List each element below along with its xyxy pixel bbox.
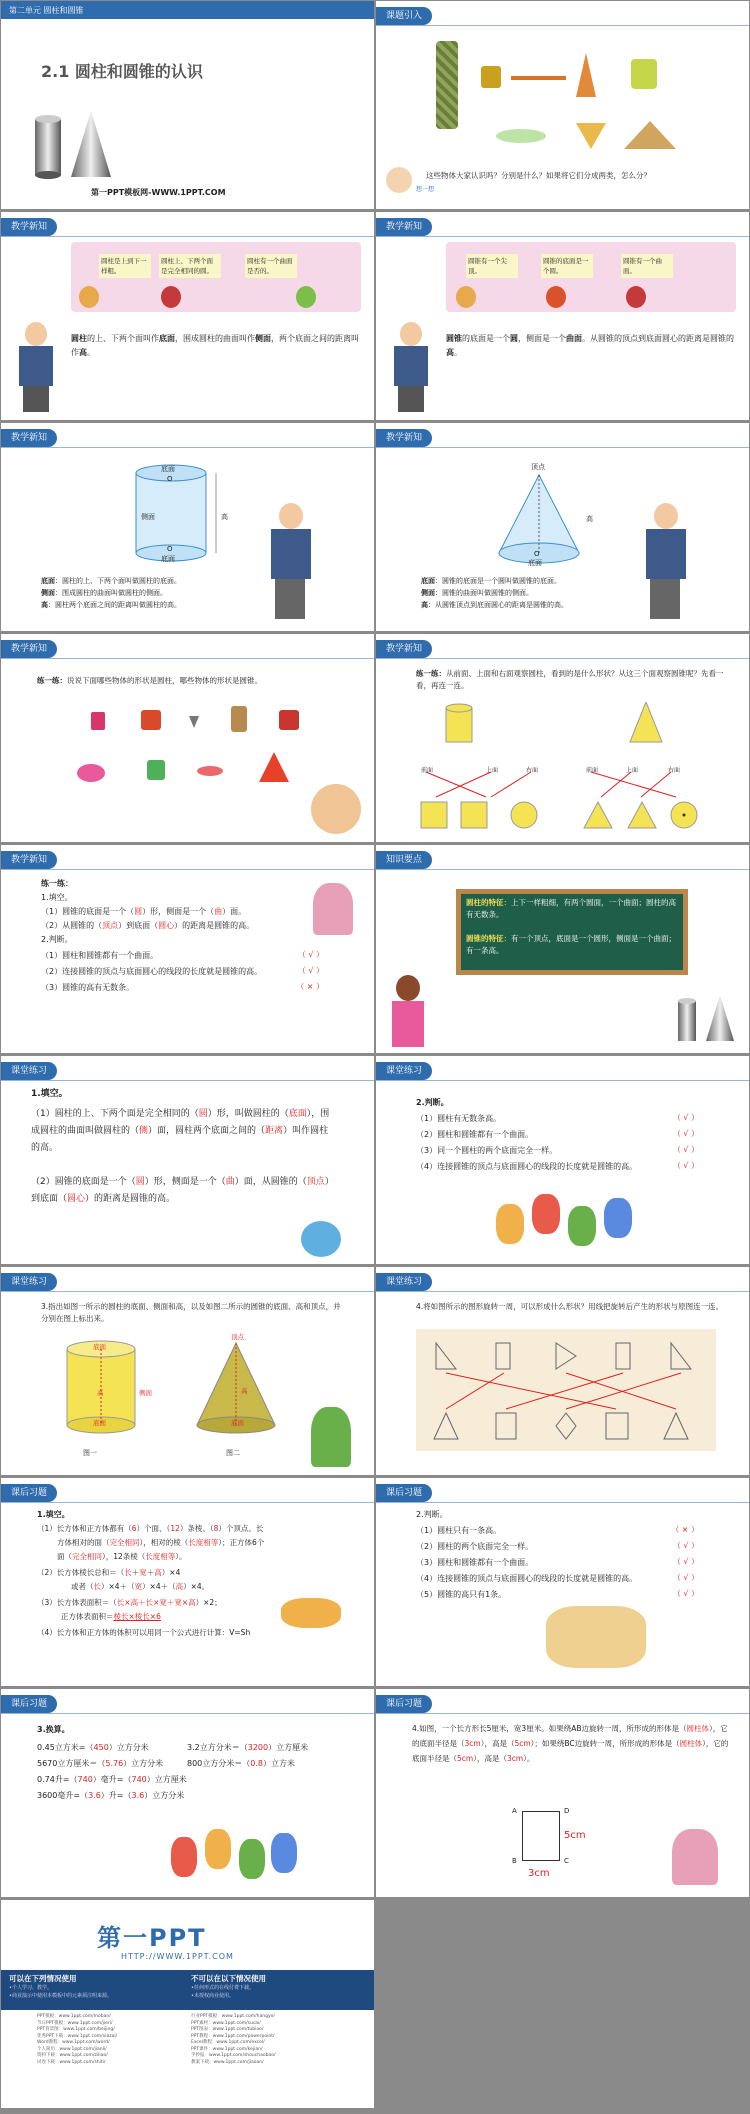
link-item[interactable]: 个人简历：www.1ppt.com/jianli/ [37, 2046, 107, 2052]
slide-10-key-points[interactable] [376, 845, 749, 1053]
usage-forbidden-2: •未授权商业使用。 [191, 1993, 234, 1999]
teacher-icon [388, 322, 436, 412]
fill-line: 正方体表面积＝棱长×棱长×6 [61, 1612, 161, 1621]
judge-answer: （ × ） [296, 982, 324, 991]
cylinder-cone-icon [31, 111, 121, 181]
slide-header: 课堂练习 [1, 1062, 57, 1080]
link-item[interactable]: PPT图表：www.1ppt.com/tubiao/ [191, 2027, 264, 2032]
convert-5: 0.74升=（740）毫升=（740）立方厘米 [37, 1775, 187, 1784]
slide-header: 课后习题 [1, 1484, 57, 1502]
cylinder-cone-icon [676, 995, 736, 1045]
diag-top-label: 底面 [161, 465, 175, 473]
cone-diagram [494, 463, 594, 573]
teacher-woman-icon [388, 975, 428, 1047]
section-label: 1.填空。 [31, 1089, 68, 1099]
barrel-icon [231, 706, 247, 732]
vertex-a: A [512, 1807, 517, 1815]
cyl-bot-label: 底面 [93, 1419, 106, 1427]
slide-15-homework-fill[interactable] [1, 1478, 374, 1686]
convert-3: 5670立方厘米＝（5.76）立方分米 [37, 1759, 164, 1768]
slide-header: 教学新知 [1, 218, 57, 236]
cone-feature: 圆锥的特征：有一个顶点，底面是一个圆形，侧面是一个曲面；有一条高。 [466, 934, 676, 955]
usage-allowed-title: 可以在下列情况使用 [9, 1974, 77, 1983]
child-reading-icon [311, 784, 361, 834]
slide-header: 课后习题 [376, 1695, 432, 1713]
view-front-label: 前面 [586, 767, 599, 774]
fill-line: （4）长方体和正方体的体积可以用同一个公式进行计算：V=Sh [37, 1628, 251, 1637]
slide-title: 2.1 圆柱和圆锥的认识 [41, 62, 203, 81]
slide-16-homework-judge[interactable] [376, 1478, 749, 1686]
judge-3: （3）圆锥的高有无数条。 [41, 983, 135, 992]
drum-icon [141, 710, 161, 730]
vertex-c: C [564, 1857, 569, 1865]
teacher-icon [13, 322, 61, 412]
child-icon [546, 286, 566, 308]
exercise-text: 练一练：说说下面哪些物体的形状是圆柱，哪些物体的形状是圆锥。 [37, 676, 262, 685]
link-item[interactable]: 行业PPT模板：www.1ppt.com/hangye/ [191, 2014, 275, 2019]
teacher-icon [636, 503, 696, 623]
slide-header: 课堂练习 [1, 1273, 57, 1291]
children-jumping-icon [171, 1829, 301, 1887]
diag-h-label: 高 [586, 515, 593, 523]
view-top-label: 上面 [486, 767, 499, 774]
slide-header: 课堂练习 [376, 1062, 432, 1080]
cone-base-label: 底面 [231, 1419, 244, 1427]
link-item[interactable]: PPT背景图：www.1ppt.com/beijing/ [37, 2027, 115, 2032]
diag-apex-label: 顶点 [531, 463, 545, 471]
child-icon [626, 286, 646, 308]
slide-18-rectangle-rotation[interactable] [376, 1689, 749, 1897]
fill-2: （2）圆锥的底面是一个（圆）形，侧面是一个（曲）面，从圆锥的（顶点）到底面（圆心）的距离是圆锥的高。 [31, 1177, 330, 1204]
judge-3: （3）同一个圆柱的两个底面完全一样。 [416, 1146, 558, 1155]
link-item[interactable]: 手抄报：www.1ppt.com/shouchaobao/ [191, 2053, 276, 2058]
children-reading-icon [546, 1606, 646, 1668]
link-item[interactable]: Excel教程：www.1ppt.com/excel/ [191, 2040, 265, 2045]
judge-1: （1）圆柱和圆锥都有一个曲面。 [41, 951, 159, 960]
usage-forbidden-title: 不可以在以下情况使用 [191, 1974, 266, 1983]
side-length-5: 5cm [564, 1830, 586, 1841]
judge-answer: （ √ ） [672, 1557, 699, 1566]
jar-icon [147, 760, 165, 780]
view-right-label: 右面 [668, 767, 681, 774]
link-item[interactable]: PPT模板：www.1ppt.com/moban/ [37, 2014, 111, 2019]
slide-7-exercise[interactable] [1, 634, 374, 842]
judge-1: （1）圆柱有无数条高。 [416, 1114, 502, 1123]
view-front-label: 前面 [421, 767, 434, 774]
convert-4: 800立方分米＝（0.8）立方米 [187, 1759, 296, 1768]
judge-2: （2）连接圆锥的顶点与底面圆心的线段的长度就是圆锥的高。 [41, 967, 263, 976]
slide-11-class-practice[interactable] [1, 1056, 374, 1264]
slide-header: 课后习题 [1, 1695, 57, 1713]
cyl-side-label: 侧面 [139, 1389, 152, 1397]
boy-globe-icon [311, 1407, 351, 1467]
bubble-3: 圆锥有一个曲面。 [621, 254, 673, 278]
slide-header: 教学新知 [376, 640, 432, 658]
fill-1: （1）圆锥的底面是一个（圆）形，侧面是一个（曲）面。 [41, 907, 247, 916]
diag-side-label: 侧面 [141, 513, 155, 521]
bubble-2: 圆柱上、下两个面是完全相同的圆。 [159, 254, 221, 278]
think-label: 想一想 [416, 186, 435, 193]
slide-header: 教学新知 [1, 851, 57, 869]
sand-pile-icon [624, 121, 676, 149]
slide-header: 课堂练习 [376, 1273, 432, 1291]
pencil-icon [511, 76, 566, 80]
judge-answer: （ √ ） [297, 966, 324, 975]
diag-o: O [167, 475, 173, 483]
child-icon [79, 286, 99, 308]
cyl-top-label: 底面 [93, 1343, 106, 1351]
judge-answer: （ √ ） [672, 1541, 699, 1550]
unit-label: 第二单元 圆柱和圆锥 [9, 6, 84, 15]
views-diagram [416, 702, 736, 832]
judge-3: （3）圆柱和圆锥都有一个曲面。 [416, 1558, 534, 1567]
usage-forbidden-1: •任何形式的在线付费下载。 [191, 1985, 254, 1991]
children-jumping-icon [496, 1194, 636, 1252]
candy-icon [77, 764, 105, 782]
vertex-d: D [564, 1807, 570, 1815]
question-text: 4.如图，一个长方形长5厘米，宽3厘米。如果绕AB边旋转一周，所形成的形体是（圆柱体），它的底面半径是（3cm），高是（5cm）；如果绕BC边旋转一周，所形成的形体是（圆柱体），它的底面半径是（5cm），高是（3cm）。 [412, 1724, 729, 1763]
link-item[interactable]: PPT课件：www.1ppt.com/kejian/ [191, 2046, 263, 2052]
slide-header: 课题引入 [376, 7, 432, 25]
side-length-3: 3cm [528, 1868, 550, 1879]
fill-line: （2）长方体棱长总和＝（长＋宽＋高）×4 [37, 1568, 181, 1577]
slide-5-cylinder-parts[interactable] [1, 423, 374, 631]
child-lying-icon [281, 1598, 341, 1628]
pencil-sharpener-icon [481, 66, 501, 88]
judge-answer: （ √ ） [672, 1145, 699, 1154]
slide-header: 教学新知 [376, 218, 432, 236]
fill-1: （1）圆柱的上、下两个面是完全相同的（圆）形，叫做圆柱的（底面），围成圆柱的曲面叫做圆柱的（侧）面，圆柱两个底面之间的（距离）叫作圆柱的高。 [31, 1109, 330, 1153]
child-icon [296, 286, 316, 308]
site-url[interactable]: HTTP://WWW.1PPT.COM [121, 1952, 234, 1961]
slide-header: 教学新知 [1, 640, 57, 658]
rotation-matching-diagram [416, 1329, 716, 1451]
slide-1-title[interactable] [1, 1, 374, 209]
bubble-1: 圆柱是上到下一样粗。 [99, 254, 151, 278]
slide-9-practice[interactable] [1, 845, 374, 1053]
slide-header: 知识要点 [376, 851, 432, 869]
slide-14-rotation[interactable] [376, 1267, 749, 1475]
fill-line: 或者（长）×4＋（宽）×4＋（高）×4。 [71, 1582, 210, 1591]
diag-base-label: 底面 [528, 559, 542, 567]
bubble-3: 圆柱有一个曲面是否的。 [245, 254, 297, 278]
ice-cream-cone-icon [576, 123, 606, 149]
slide-header: 教学新知 [1, 429, 57, 447]
figure-1-caption: 图一 [83, 1449, 97, 1457]
child-icon [161, 286, 181, 308]
cone-definition: 圆锥的底面是一个圆，侧面是一个曲面。从圆锥的顶点到底面圆心的距离是圆锥的高。 [446, 334, 734, 357]
vertex-b: B [512, 1857, 517, 1865]
slide-8-views[interactable] [376, 634, 749, 842]
judge-4: （4）连接圆锥的顶点与底面圆心的线段的长度就是圆锥的高。 [416, 1162, 638, 1171]
question-text: 4.将如图所示的图形旋转一周，可以形成什么形状？用线把旋转后产生的形状与原图连一连。 [416, 1302, 724, 1311]
fill-line: （3）长方体表面积＝（长×高＋长×宽＋宽×高）×2； [37, 1598, 222, 1607]
link-item[interactable]: PPT教程：www.1ppt.com/powerpoint/ [191, 2033, 275, 2039]
site-text: 第一PPT模板网-WWW.1PPT.COM [91, 188, 226, 197]
judge-2: （2）圆柱和圆锥都有一个曲面。 [416, 1130, 534, 1139]
link-item[interactable]: 优秀PPT下载：www.1ppt.com/xiazai/ [37, 2033, 118, 2039]
judge-answer: （ √ ） [672, 1161, 699, 1170]
section-label: 2.判断。 [41, 935, 73, 944]
cylinder-definition: 圆柱的上、下两个面叫作底面，围成圆柱的曲面叫作侧面，两个底面之间的距离叫作高。 [71, 334, 359, 357]
party-hat-icon [576, 53, 596, 97]
can-icon [279, 710, 299, 730]
judge-5: （5）圆锥的高只有1条。 [416, 1590, 507, 1599]
cylinder-feature: 圆柱的特征：上下一样粗细，有两个圆面，一个曲面；圆柱的高有无数条。 [466, 898, 676, 919]
judge-answer: （ √ ） [672, 1113, 699, 1122]
slide-header: 课后习题 [376, 1484, 432, 1502]
judge-4: （4）连接圆锥的顶点与底面圆心的线段的长度就是圆锥的高。 [416, 1574, 638, 1583]
cartoon-cat-icon [301, 1221, 341, 1257]
view-right-label: 右面 [526, 767, 539, 774]
bubble-2: 圆锥的底面是一个圆。 [541, 254, 593, 278]
convert-6: 3600毫升=（3.6）升=（3.6）立方分米 [37, 1791, 185, 1800]
bubble-1: 圆锥有一个尖顶。 [466, 254, 518, 278]
intro-question: 这些物体大家认识吗？分别是什么？如果将它们分成两类，怎么分？ [426, 171, 651, 180]
link-list-left [37, 2014, 187, 2066]
usage-allowed-1: •个人学习、教学。 [9, 1985, 52, 1991]
ppt-logo: 第一PPT [97, 1924, 207, 1952]
slide-3-cylinder-def[interactable] [1, 212, 374, 420]
girl-books-icon [672, 1829, 718, 1885]
judge-answer: （ × ） [671, 1525, 699, 1534]
usage-allowed-2: •商业演示中使用本模板中的元素须注明来源。 [9, 1993, 112, 1999]
cylinder-object-icon [436, 41, 458, 129]
girl-reading-icon [313, 883, 353, 935]
link-item[interactable]: 资料下载：www.1ppt.com/ziliao/ [37, 2053, 108, 2058]
girl-avatar-icon [386, 167, 412, 193]
teacher-icon [261, 503, 321, 623]
cyl-h-label: 高 [97, 1389, 104, 1397]
link-item[interactable]: 试卷下载：www.1ppt.com/shiti/ [37, 2059, 106, 2065]
fill-line: 面（完全相同），12条棱（长度相等）。 [57, 1552, 187, 1561]
cup-icon [91, 712, 105, 730]
convert-1: 0.45立方米=（450）立方分米 [37, 1743, 149, 1752]
view-top-label: 上面 [626, 767, 639, 774]
link-item[interactable]: PPT素材：www.1ppt.com/sucai/ [191, 2020, 261, 2026]
section-label: 2.判断。 [416, 1510, 448, 1519]
fill-2: （2）从圆锥的（顶点）到底面（圆心）的距离是圆锥的高。 [41, 921, 255, 930]
cylinder-part-list: 底面：圆柱的上、下两个面叫做圆柱的底面。 侧面：围成圆柱的曲面叫做圆柱的侧面。 高：圆柱两个底面之间的距离叫做圆柱的高。 [41, 577, 181, 609]
slide-4-cone-def[interactable] [376, 212, 749, 420]
slide-13-label-parts[interactable] [1, 1267, 374, 1475]
slide-6-cone-parts[interactable] [376, 423, 749, 631]
slide-12-judge[interactable] [376, 1056, 749, 1264]
cone-object-icon [189, 716, 199, 728]
judge-answer: （ √ ） [672, 1129, 699, 1138]
link-list-right [191, 2014, 341, 2066]
judge-1: （1）圆柱只有一条高。 [416, 1526, 502, 1535]
child-icon [456, 286, 476, 308]
exercise-text: 练一练：从前面、上面和右面观察圆柱，看到的是什么形状？从这三个面观察圆锥呢？先看一看，再连一连。 [416, 669, 724, 690]
fill-line: 方体相对的面（完全相同），相对的棱（长度相等）；正方体6个 [57, 1538, 265, 1547]
judge-answer: （ √ ） [297, 950, 324, 959]
slide-2-intro[interactable] [376, 1, 749, 209]
tin-can-icon [631, 59, 657, 89]
judge-answer: （ √ ） [672, 1589, 699, 1598]
cone-part-list: 底面：圆锥的底面是一个圆叫做圆锥的底面。 侧面：圆锥的曲面叫做圆锥的侧面。 高：从圆锥顶点到底面圆心的距离是圆锥的高。 [421, 577, 568, 609]
slide-19-credits[interactable] [1, 1900, 374, 2108]
slide-header: 教学新知 [376, 429, 432, 447]
diag-bottom-label: 底面 [161, 555, 175, 563]
judge-2: （2）圆柱的两个底面完全一样。 [416, 1542, 534, 1551]
judge-answer: （ √ ） [672, 1573, 699, 1582]
diag-o: O [534, 550, 540, 558]
diag-h-label: 高 [221, 513, 228, 521]
cone-h-label: 高 [241, 1387, 248, 1395]
section-label: 1.填空。 [41, 893, 73, 902]
practice-label: 练一练： [41, 879, 73, 888]
convert-2: 3.2立方分米＝（3200）立方厘米 [187, 1743, 309, 1752]
link-item[interactable]: 节日PPT模板：www.1ppt.com/jieri/ [37, 2020, 113, 2026]
dish-icon [197, 766, 223, 776]
figure-2-caption: 图二 [226, 1449, 240, 1457]
cone-apex-label: 顶点 [231, 1333, 244, 1341]
section-label: 2.判断。 [416, 1098, 449, 1107]
section-label: 3.换算。 [37, 1725, 70, 1734]
traffic-cone-icon [259, 752, 289, 782]
section-label: 1.填空。 [37, 1510, 70, 1519]
diag-o: O [167, 545, 173, 553]
fill-line: （1）长方体和正方体都有（6）个面、（12）条棱、（8）个顶点。长 [37, 1524, 264, 1533]
link-item[interactable]: Word教程：www.1ppt.com/word/ [37, 2040, 110, 2045]
question-text: 3.指出如图一所示的圆柱的底面、侧面和高，以及如图二所示的圆锥的底面、高和顶点，并分别在图上标出来。 [41, 1302, 341, 1323]
rectangle-abcd [522, 1811, 560, 1861]
slide-17-conversion[interactable] [1, 1689, 374, 1897]
disc-icon [496, 129, 546, 143]
link-item[interactable]: 教案下载：www.1ppt.com/jiaoan/ [191, 2059, 264, 2065]
